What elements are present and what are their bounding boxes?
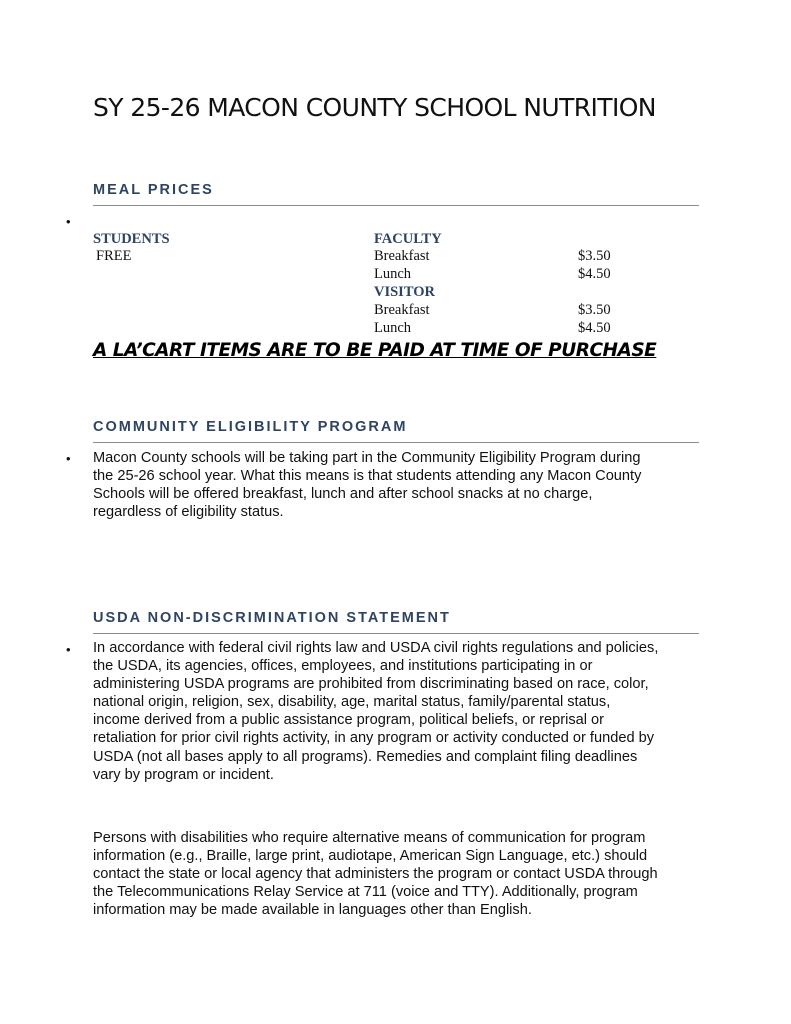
text-line: Persons with disabilities who require alternative means of communication for program xyxy=(93,830,646,846)
text-line: contact the state or local agency that administers the program or contact USDA through xyxy=(93,866,658,883)
community-eligibility-heading: COMMUNITY ELIGIBILITY PROGRAM xyxy=(93,419,408,435)
faculty-lunch-price: $4.50 xyxy=(578,266,611,282)
meal-prices-heading: MEAL PRICES xyxy=(93,182,214,198)
text-line: administering USDA programs are prohibited from discriminating based on race, color, xyxy=(93,676,649,693)
faculty-lunch-label: Lunch xyxy=(374,266,412,282)
text-line: the USDA, its agencies, offices, employees, and institutions participating in or xyxy=(93,658,593,675)
visitor-lunch-label: Lunch xyxy=(374,320,412,336)
meal-prices-divider xyxy=(93,205,699,206)
text-line: the Telecommunications Relay Service at 711 (voice and TTY). Additionally, program xyxy=(93,884,638,901)
a-la-carte-notice: A LA’CART ITEMS ARE TO BE PAID AT TIME OF PURCHASE xyxy=(93,340,657,361)
text-line: regardless of eligibility status. xyxy=(93,504,284,521)
text-line: retaliation for prior civil rights activity, in any program or activity conducted or funded by xyxy=(93,730,655,747)
text-line: information may be made available in languages other than English. xyxy=(93,902,532,919)
students-label: STUDENTS xyxy=(93,231,170,247)
text-line: information (e.g., Braille, large print, audiotape, American Sign Language, etc.) should xyxy=(93,848,648,865)
faculty-breakfast-label: Breakfast xyxy=(374,248,430,264)
text-line: income derived from a public assistance program, political beliefs, or reprisal or xyxy=(93,712,605,729)
community-eligibility-text xyxy=(93,449,713,521)
students-price: FREE xyxy=(96,248,132,264)
community-eligibility-divider xyxy=(93,442,699,443)
faculty-breakfast-price: $3.50 xyxy=(578,248,611,264)
community-eligibility-bullet: • xyxy=(66,451,71,466)
meal-prices-bullet: • xyxy=(66,214,71,229)
text-line: USDA (not all bases apply to all programs). Remedies and complaint filing deadlines xyxy=(93,748,638,765)
text-line: In accordance with federal civil rights law and USDA civil rights regulations and policies, xyxy=(93,640,659,656)
non-discrimination-paragraph-1 xyxy=(93,639,713,784)
page-title: SY 25-26 MACON COUNTY SCHOOL NUTRITION xyxy=(93,93,656,122)
visitor-breakfast-label: Breakfast xyxy=(374,302,430,318)
faculty-label: FACULTY xyxy=(374,231,442,247)
visitor-breakfast-price: $3.50 xyxy=(578,302,611,318)
text-line: Schools will be offered breakfast, lunch and after school snacks at no charge, xyxy=(93,486,593,503)
text-line: national origin, religion, sex, disability, age, marital status, family/parental status, xyxy=(93,694,611,711)
text-line: vary by program or incident. xyxy=(93,766,274,783)
text-line: Macon County schools will be taking part in the Community Eligibility Program during xyxy=(93,450,641,466)
non-discrimination-divider xyxy=(93,633,699,634)
non-discrimination-heading: USDA NON-DISCRIMINATION STATEMENT xyxy=(93,610,451,626)
non-discrimination-paragraph-2 xyxy=(93,829,713,919)
text-line: the 25-26 school year. What this means is that students attending any Macon County xyxy=(93,468,642,485)
visitor-lunch-price: $4.50 xyxy=(578,320,611,336)
visitor-label: VISITOR xyxy=(374,284,435,300)
non-discrimination-bullet: • xyxy=(66,642,71,657)
